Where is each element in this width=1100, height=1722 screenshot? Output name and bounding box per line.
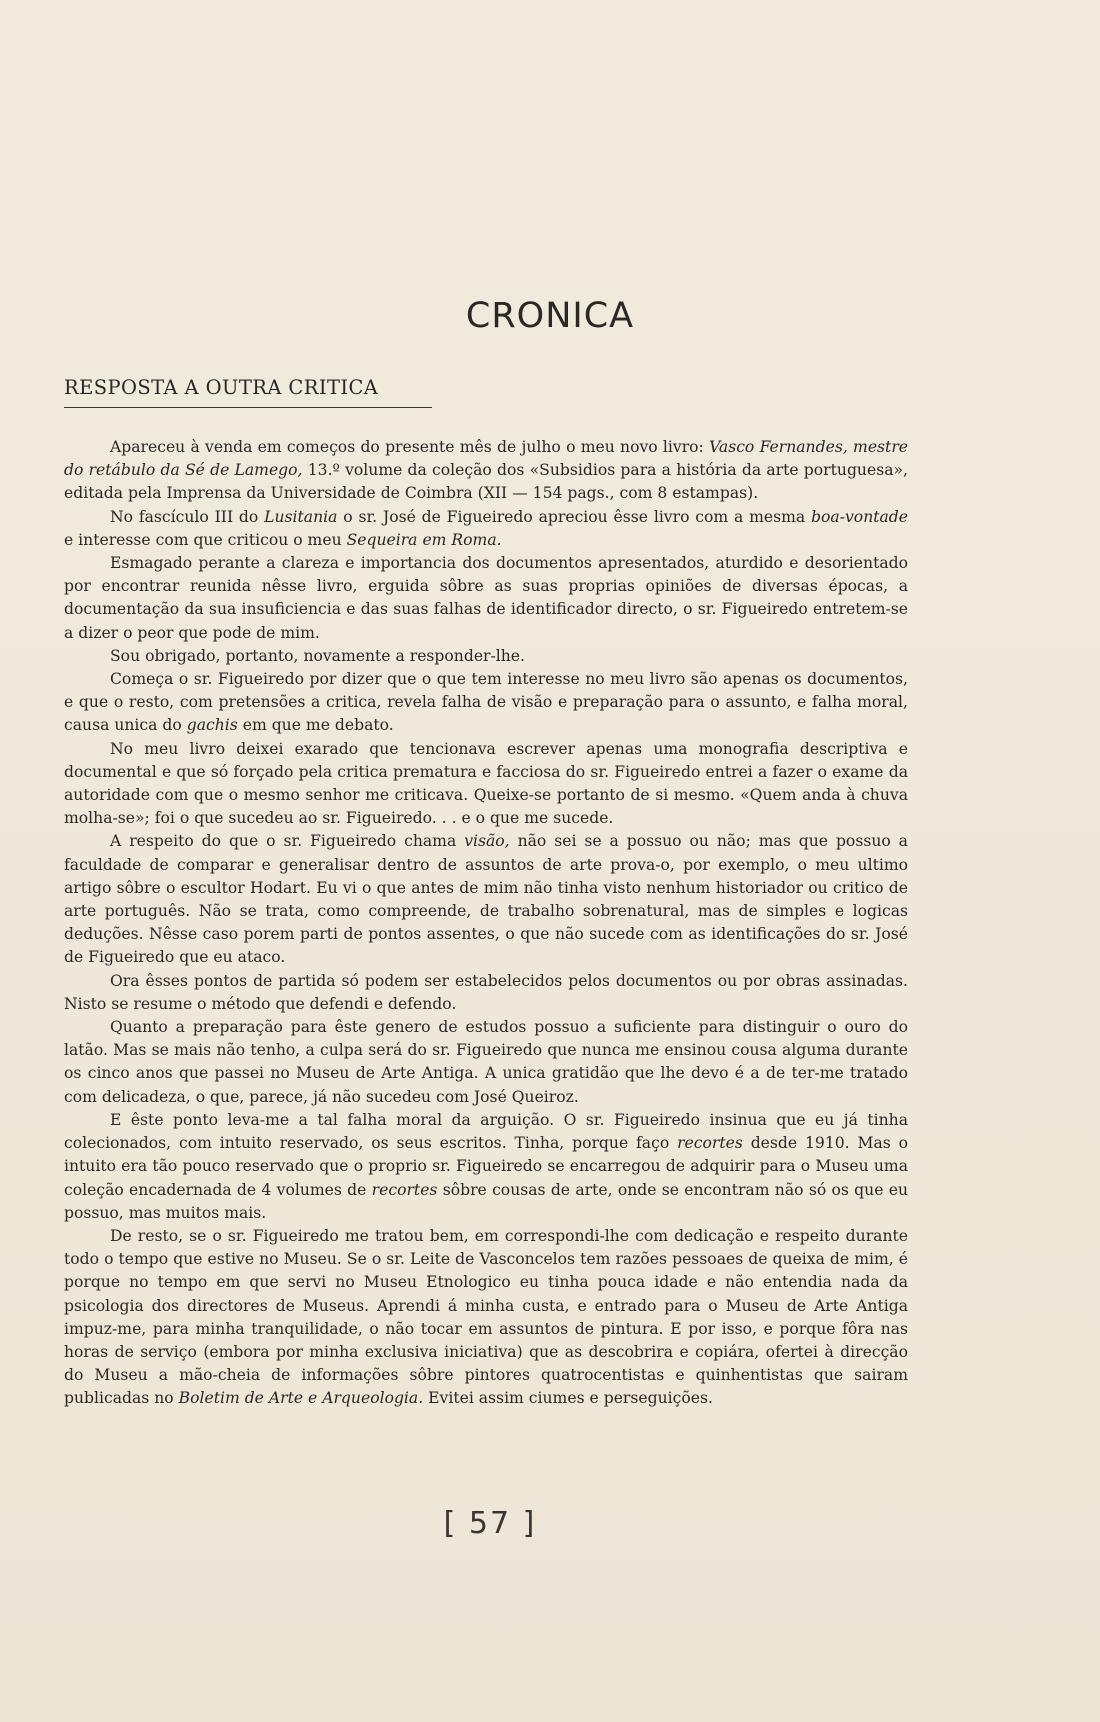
text-run: De resto, se o sr. Figueiredo me tratou bem, em correspondi-lhe com dedicação e respeito durante todo o tempo que estive no Museu. Se o sr. Leite de Vasconcelos tem razões pessoaes de queixa de mim, é porque no tempo em que servi no Museu Etnologico eu tinha pouca idade e não entendia nada da psicologia dos directores de Museus. Aprendi á minha custa, e entrado para o Museu de Arte Antiga impuz-me, para minha tranquilidade, o não tocar em assuntos de pintura. E por isso, e porque fôra nas horas de serviço (embora por minha exclusiva iniciativa) que as descobrira e copiára, ofertei à direcção do Museu a mão-cheia de informações sôbre pintores quatrocentistas e quinhentistas que sairam publicadas no	[64, 1226, 908, 1408]
text-run: Evitei assim ciumes e perseguições.	[423, 1389, 713, 1408]
italic-run: Sequeira em Roma.	[346, 530, 502, 549]
body-paragraph	[64, 1016, 908, 1109]
body-paragraph	[64, 830, 908, 969]
text-run: sôbre cousas de arte, onde se encontram não só os que eu possuo, mas muitos mais.	[64, 1180, 908, 1222]
text-run: não sei se a possuo ou não; mas que possuo a faculdade de comparar e generalisar dentro de assuntos de arte prova-o, por exemplo, o meu ultimo artigo sôbre o escultor Hodart. Eu vi o que antes de mim não tinha visto nenhum historiador ou critico de arte português. Não se trata, como compreende, de trabalho sobrenatural, mas de simples e logicas deduções. Nêsse caso porem parti de pontos assentes, o que não sucede com as identificações do sr. José de Figueiredo que eu ataco.	[64, 832, 908, 967]
italic-run: recortes	[677, 1134, 743, 1153]
italic-run: Boletim de Arte e Arqueologia.	[178, 1389, 424, 1408]
text-run: No meu livro deixei exarado que tencionava escrever apenas uma monografia descriptiva e documental e que só forçado pela critica prematura e facciosa do sr. Figueiredo entrei a fazer o exame da autoridade com que o mesmo senhor me criticava. Queixe-se portanto de si mesmo. «Quem anda à chuva molha-se»; foi o que sucedeu ao sr. Figueiredo. . . e o que me sucede.	[64, 739, 908, 828]
body-paragraph	[64, 970, 908, 1016]
body-paragraph	[64, 668, 908, 738]
text-run: Esmagado perante a clareza e importancia dos documentos apresentados, aturdido e desorientado por encontrar reunida nêsse livro, erguida sôbre as suas proprias opiniões de diversas épocas, a documentação da sua insuficiencia e das suas falhas de identificador directo, o sr. Figueiredo entretem-se a dizer o peor que pode de mim.	[64, 554, 908, 642]
body-paragraph	[64, 738, 908, 831]
text-run: desde 1910. Mas o intuito era tão pouco reservado que o proprio sr. Figueiredo se encarregou de adquirir para o Museu uma coleção encadernada de 4 volumes de	[64, 1134, 908, 1199]
italic-run: visão,	[464, 832, 510, 851]
page-number: [ 57 ]	[443, 1506, 537, 1541]
text-run: Sou obrigado, portanto, novamente a responder-lhe.	[110, 646, 525, 665]
text-run: Quanto a preparação para êste genero de estudos possuo a suficiente para distinguir o ouro do latão. Mas se mais não tenho, a culpa será do sr. Figueiredo que nunca me ensinou cousa alguma durante os cinco anos que passei no Museu de Arte Antiga. A unica gratidão que lhe devo é a de ter-me tratado com delicadeza, o que, parece, já não sucedeu com José Queiroz.	[64, 1018, 908, 1106]
text-run: 13.º volume da coleção dos «Subsidios para a história da arte portuguesa», editada pela Imprensa da Universidade de Coimbra (XII — 154 pags., com 8 estampas).	[64, 461, 908, 503]
italic-run: gachis	[186, 716, 238, 735]
text-run: Apareceu à venda em começos do presente mês de julho o meu novo livro:	[110, 438, 710, 456]
text-run: E êste ponto leva-me a tal falha moral da arguição. O sr. Figueiredo insinua que eu já tinha colecionados, com intuito reservado, os seus escritos. Tinha, porque faço	[64, 1110, 908, 1153]
text-run: A respeito do que o sr. Figueiredo chama	[110, 832, 465, 851]
text-run: Ora êsses pontos de partida só podem ser estabelecidos pelos documentos ou por obras assinadas. Nisto se resume o método que defendi e defendo.	[64, 971, 908, 1013]
article-body	[64, 436, 908, 1411]
body-paragraph	[64, 645, 908, 668]
italic-run: Lusitania	[264, 507, 338, 526]
text-run: No fascículo III do	[110, 507, 265, 526]
italic-run: boa-vontade	[811, 507, 909, 526]
body-paragraph	[64, 552, 908, 645]
body-paragraph	[64, 1109, 908, 1225]
text-run: Começa o sr. Figueiredo por dizer que o que tem interesse no meu livro são apenas os documentos, e que o resto, com pretensões a critica, revela falha de visão e preparação para o assunto, e falha moral, causa unica do	[64, 670, 908, 735]
text-run: o sr. José de Figueiredo apreciou êsse livro com a mesma	[337, 507, 812, 526]
body-paragraph	[64, 506, 908, 552]
heading-underline	[64, 407, 432, 408]
italic-run: Vasco Fernandes, mestre do retábulo da Sé de Lamego,	[64, 438, 908, 480]
italic-run: recortes	[371, 1180, 438, 1199]
body-paragraph	[64, 436, 908, 506]
page-title: CRONICA	[465, 296, 635, 336]
text-run: em que me debato.	[237, 716, 394, 735]
section-heading: RESPOSTA A OUTRA CRITICA	[64, 376, 379, 399]
body-paragraph	[64, 1225, 908, 1411]
text-run: e interesse com que criticou o meu	[64, 530, 347, 549]
